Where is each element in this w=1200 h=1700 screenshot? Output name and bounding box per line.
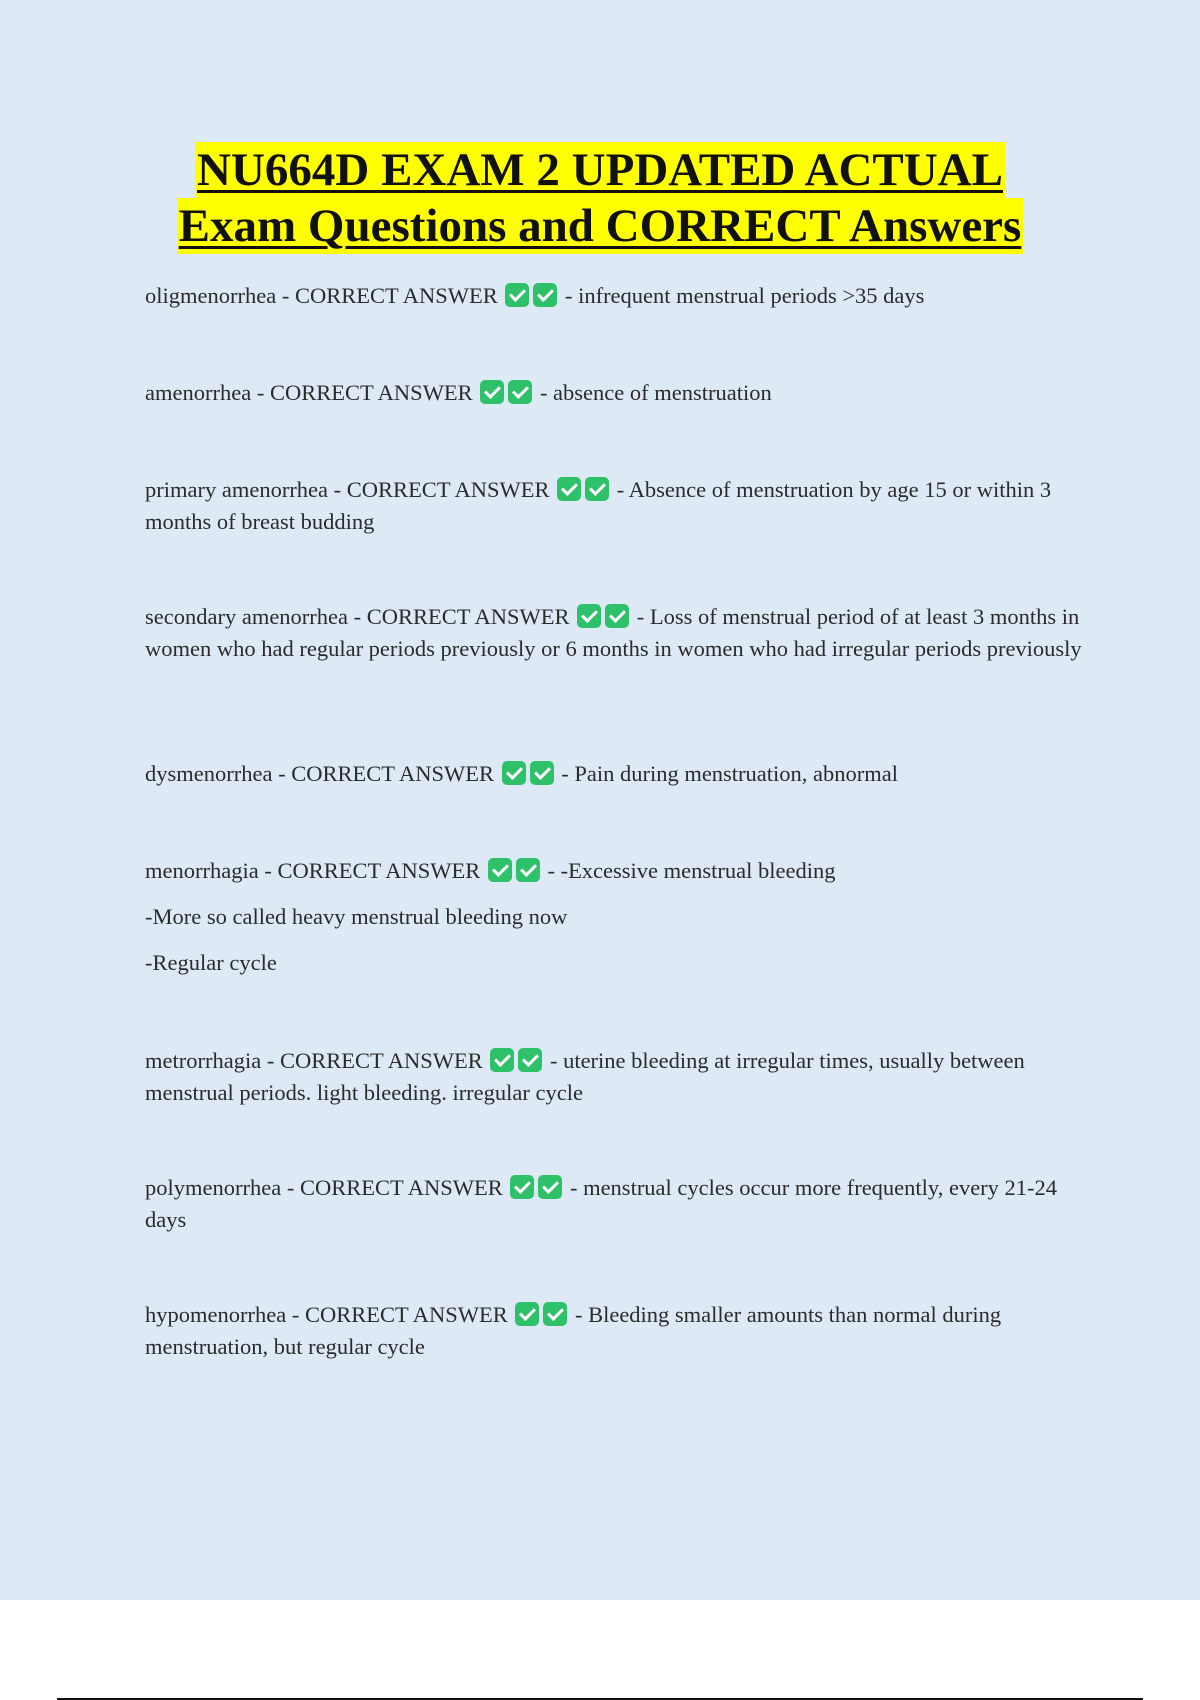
check-mark-icon	[510, 1175, 534, 1199]
check-mark-icon	[488, 858, 512, 882]
qa-entry: amenorrhea - CORRECT ANSWER - absence of menstruation	[145, 380, 772, 405]
qa-entry: secondary amenorrhea - CORRECT ANSWER - Loss of menstrual period of at least 3 months in women who had regular periods previously or 6 months in women who had irregular periods previously	[145, 604, 1082, 661]
qa-entry: hypomenorrhea - CORRECT ANSWER - Bleeding smaller amounts than normal during menstruation, but regular cycle	[145, 1302, 1002, 1359]
check-mark-icon	[605, 604, 629, 628]
entry-answer: - Pain during menstruation, abnormal	[561, 761, 899, 786]
entry-label: CORRECT ANSWER	[269, 380, 473, 405]
check-mark-icon	[538, 1175, 562, 1199]
qa-entry: menorrhagia - CORRECT ANSWER - -Excessive menstrual bleeding -More so called heavy menstrual bleeding now -Regular cycle	[145, 855, 1095, 979]
entry-term: menorrhagia	[145, 858, 259, 883]
check-mark-icon	[516, 858, 540, 882]
entry-answer: - menstrual cycles occur more frequently, every 21-24 days	[145, 1175, 1058, 1232]
check-mark-icon	[543, 1302, 567, 1326]
check-mark-icon	[490, 1048, 514, 1072]
check-mark-icon	[502, 761, 526, 785]
entry-term: metrorrhagia	[145, 1048, 262, 1073]
entry-term: polymenorrhea	[145, 1175, 282, 1200]
title-line-1: NU664D EXAM 2 UPDATED ACTUAL	[197, 144, 1003, 196]
entry-answer: - Absence of menstruation by age 15 or within 3 months of breast budding	[145, 477, 1052, 534]
document-title	[0, 142, 1200, 254]
check-mark-icon	[505, 283, 529, 307]
entry-answer: - uterine bleeding at irregular times, usually between menstrual periods. light bleeding. irregular cycle	[145, 1048, 1025, 1105]
entry-extra-line: -More so called heavy menstrual bleeding now	[145, 904, 568, 929]
check-mark-icon	[530, 761, 554, 785]
entry-term: amenorrhea	[145, 380, 252, 405]
entry-term: dysmenorrhea	[145, 761, 273, 786]
entry-label: CORRECT ANSWER	[304, 1302, 508, 1327]
qa-entry: oligmenorrhea - CORRECT ANSWER - infrequent menstrual periods >35 days	[145, 283, 925, 308]
check-mark-icon	[508, 380, 532, 404]
entry-label: CORRECT ANSWER	[279, 1048, 483, 1073]
entry-label: CORRECT ANSWER	[291, 761, 494, 786]
check-mark-icon	[480, 380, 504, 404]
entry-term: primary amenorrhea	[145, 477, 329, 502]
qa-entry: primary amenorrhea - CORRECT ANSWER - Absence of menstruation by age 15 or within 3 months of breast budding	[145, 477, 1052, 534]
title-line-2: Exam Questions and CORRECT Answers	[178, 200, 1022, 252]
qa-entry: polymenorrhea - CORRECT ANSWER - menstrual cycles occur more frequently, every 21-24 days	[145, 1175, 1058, 1232]
check-mark-icon	[518, 1048, 542, 1072]
entry-extra-line: -Regular cycle	[145, 950, 277, 975]
entry-label: CORRECT ANSWER	[299, 1175, 503, 1200]
qa-entry: dysmenorrhea - CORRECT ANSWER - Pain during menstruation, abnormal	[145, 761, 899, 786]
check-mark-icon	[557, 477, 581, 501]
qa-entry: metrorrhagia - CORRECT ANSWER - uterine bleeding at irregular times, usually between menstrual periods. light bleeding. irregular cycle	[145, 1048, 1025, 1105]
check-mark-icon	[585, 477, 609, 501]
entry-term: oligmenorrhea	[145, 283, 277, 308]
entry-term: hypomenorrhea	[145, 1302, 287, 1327]
entry-answer: - Bleeding smaller amounts than normal during menstruation, but regular cycle	[145, 1302, 1002, 1359]
entry-label: CORRECT ANSWER	[346, 477, 550, 502]
entry-answer: - infrequent menstrual periods >35 days	[564, 283, 925, 308]
entry-label: CORRECT ANSWER	[277, 858, 481, 883]
check-mark-icon	[577, 604, 601, 628]
entry-answer: - Loss of menstrual period of at least 3 months in women who had regular periods previously or 6 months in women who had irregular periods previously	[145, 604, 1082, 661]
entry-label: CORRECT ANSWER	[294, 283, 498, 308]
entry-label: CORRECT ANSWER	[366, 604, 570, 629]
check-mark-icon	[515, 1302, 539, 1326]
check-mark-icon	[533, 283, 557, 307]
entry-answer: - -Excessive menstrual bleeding	[547, 858, 836, 883]
entry-term: secondary amenorrhea	[145, 604, 349, 629]
entry-answer: - absence of menstruation	[539, 380, 772, 405]
